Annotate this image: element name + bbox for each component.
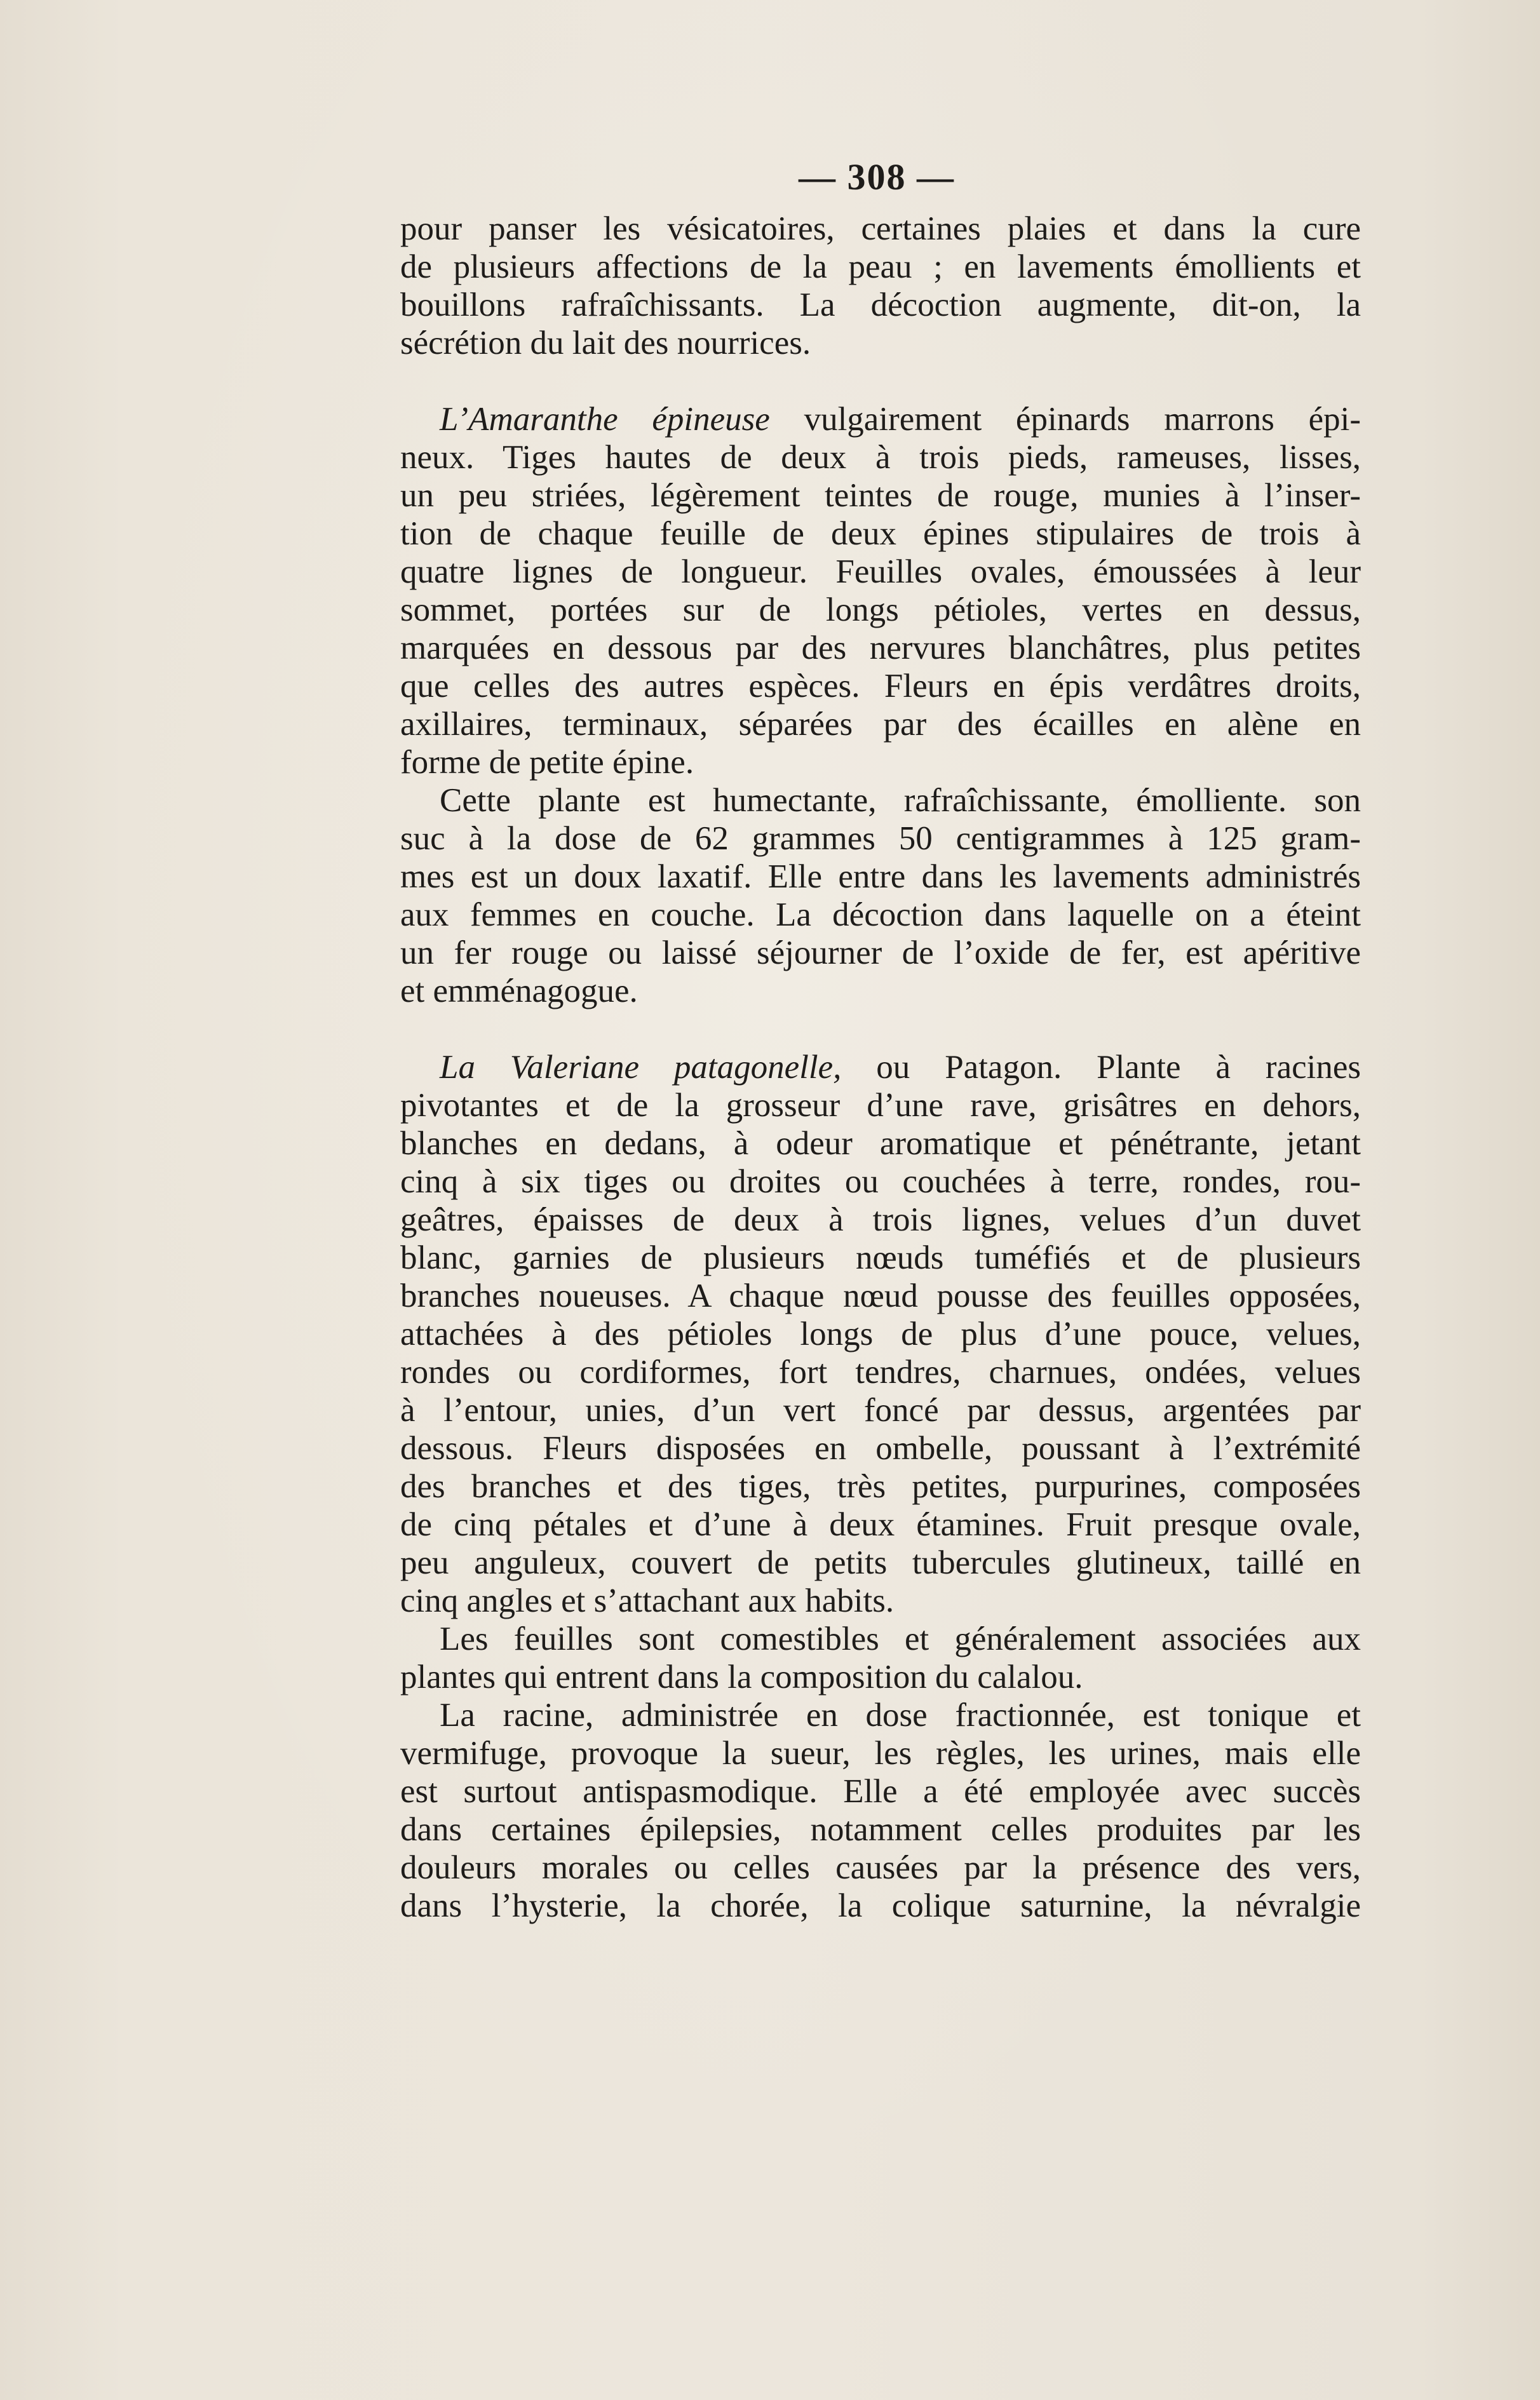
text-line: dessous. Fleurs disposées en ombelle, poussant à l’extrémité	[400, 1430, 1361, 1467]
text-line: mes est un doux laxatif. Elle entre dans les lavements administrés	[400, 858, 1361, 895]
paragraph-valeriane-root	[400, 1696, 1361, 1925]
text-line	[400, 1048, 1361, 1086]
page-number: — 308 —	[799, 156, 955, 198]
text-line	[400, 400, 1361, 438]
text-line: de plusieurs affections de la peau ; en lavements émollients et	[400, 248, 1361, 285]
text-line: peu anguleux, couvert de petits tubercules glutineux, taillé en	[400, 1544, 1361, 1581]
text-line: cinq à six tiges ou droites ou couchées à terre, rondes, rou-	[400, 1163, 1361, 1200]
text-line: un peu striées, légèrement teintes de rouge, munies à l’inser-	[400, 477, 1361, 514]
paragraph-amaranthe-uses	[400, 781, 1361, 1010]
text-line: pivotantes et de la grosseur d’une rave, grisâtres en dehors,	[400, 1087, 1361, 1124]
text-line: Les feuilles sont comestibles et généralement associées aux	[440, 1621, 1361, 1657]
text-line: un fer rouge ou laissé séjourner de l’oxide de fer, est apéritive	[400, 934, 1361, 971]
text-line: sommet, portées sur de longs pétioles, vertes en dessus,	[400, 591, 1361, 628]
paragraph-valeriane	[400, 1048, 1361, 1620]
text-line: bouillons rafraîchissants. La décoction augmente, dit-on, la	[400, 287, 1361, 323]
text-line: et emménagogue.	[400, 973, 638, 1009]
text-line: que celles des autres espèces. Fleurs en épis verdâtres droits,	[400, 668, 1361, 704]
text-line: dans certaines épilepsies, notamment celles produites par les	[400, 1811, 1361, 1848]
text-line: blanc, garnies de plusieurs nœuds tuméfiés et de plusieurs	[400, 1239, 1361, 1276]
text-line: geâtres, épaisses de deux à trois lignes, velues d’un duvet	[400, 1201, 1361, 1238]
text-line: cinq angles et s’attachant aux habits.	[400, 1582, 895, 1619]
text-line: quatre lignes de longueur. Feuilles ovales, émoussées à leur	[400, 553, 1361, 590]
text-line: branches noueuses. A chaque nœud pousse des feuilles opposées,	[400, 1278, 1361, 1314]
text-line: pour panser les vésicatoires, certaines plaies et dans la cure	[400, 210, 1361, 247]
text-line: douleurs morales ou celles causées par la présence des vers,	[400, 1849, 1361, 1886]
paragraph-amaranthe	[400, 400, 1361, 781]
text-line: tion de chaque feuille de deux épines stipulaires de trois à	[400, 515, 1361, 552]
text-line: des branches et des tiges, très petites, purpurines, composées	[400, 1468, 1361, 1505]
text-line: La racine, administrée en dose fractionnée, est tonique et	[440, 1697, 1361, 1734]
body-text	[400, 210, 1361, 1925]
text-line: dans l’hysterie, la chorée, la colique saturnine, la névralgie	[400, 1887, 1361, 1924]
section-gap	[400, 362, 1361, 400]
text-line: rondes ou cordiformes, fort tendres, charnues, ondées, velues	[400, 1354, 1361, 1391]
text-line: est surtout antispasmodique. Elle a été employée avec succès	[400, 1773, 1361, 1810]
text-line: neux. Tiges hautes de deux à trois pieds, rameuses, lisses,	[400, 439, 1361, 476]
text-line: à l’entour, unies, d’un vert foncé par dessus, argentées par	[400, 1392, 1361, 1429]
text-line: Cette plante est humectante, rafraîchissante, émolliente. son	[440, 782, 1361, 819]
text-line-rest: ou Patagon. Plante à racines	[841, 1049, 1361, 1086]
text-line: attachées à des pétioles longs de plus d’une pouce, velues,	[400, 1316, 1361, 1352]
text-line: aux femmes en couche. La décoction dans laquelle on a éteint	[400, 896, 1361, 933]
text-line: blanches en dedans, à odeur aromatique et pénétrante, jetant	[400, 1125, 1361, 1162]
text-line: de cinq pétales et d’une à deux étamines. Fruit presque ovale,	[400, 1506, 1361, 1543]
plant-name: La Valeriane patagonelle,	[440, 1049, 842, 1086]
text-line-rest: vulgairement épinards marrons épi-	[769, 401, 1361, 438]
paragraph-1	[400, 210, 1361, 362]
paragraph-valeriane-leaves	[400, 1620, 1361, 1696]
text-line: forme de petite épine.	[400, 744, 694, 781]
text-line: vermifuge, provoque la sueur, les règles, les urines, mais elle	[400, 1735, 1361, 1772]
plant-name: L’Amaranthe épineuse	[440, 401, 770, 438]
text-line: marquées en dessous par des nervures blanchâtres, plus petites	[400, 630, 1361, 666]
text-line: axillaires, terminaux, séparées par des écailles en alène en	[400, 706, 1361, 743]
text-line: plantes qui entrent dans la composition du calalou.	[400, 1659, 1083, 1696]
text-line: sécrétion du lait des nourrices.	[400, 325, 811, 361]
text-line: suc à la dose de 62 grammes 50 centigrammes à 125 gram-	[400, 820, 1361, 857]
section-gap	[400, 1010, 1361, 1048]
